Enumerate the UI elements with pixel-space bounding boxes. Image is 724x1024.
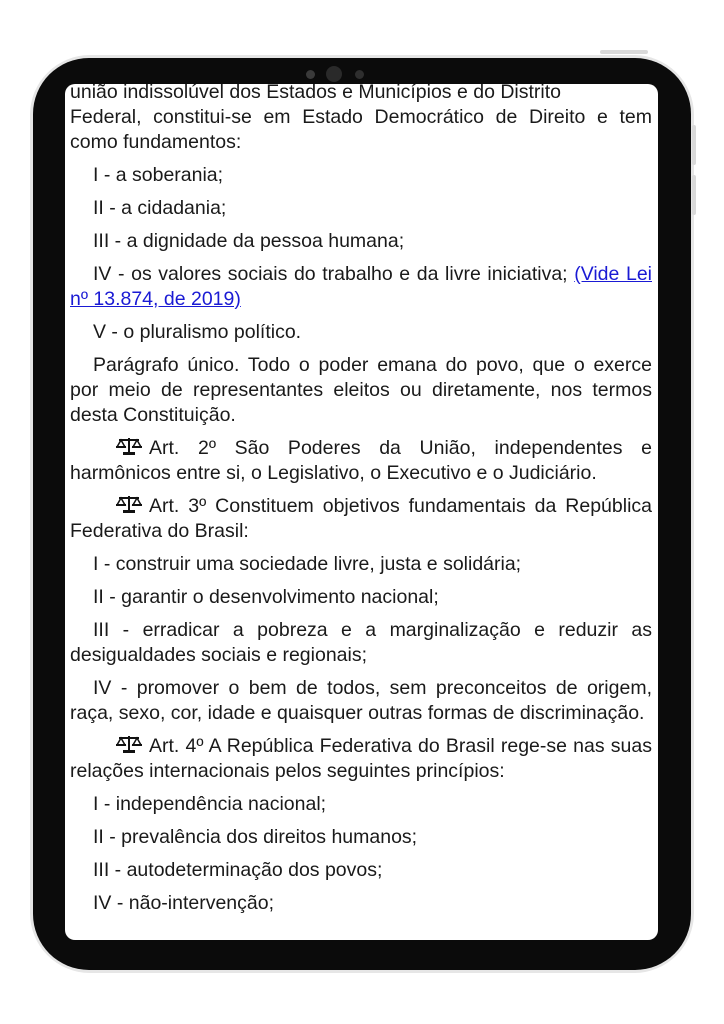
- scale-icon[interactable]: [93, 436, 119, 456]
- paragraph: [70, 320, 652, 345]
- paragraph-text: IV - os valores sociais do trabalho e da livre iniciativa;: [93, 263, 568, 285]
- scale-icon[interactable]: [93, 734, 119, 754]
- paragraph-text: Parágrafo único. Todo o poder emana do povo, que o exerce por meio de representantes eleitos ou diretamente, nos termos desta Constituição.: [70, 354, 652, 426]
- paragraph: [70, 196, 652, 221]
- paragraph: [70, 858, 652, 883]
- paragraph-text: II - prevalência dos direitos humanos;: [93, 826, 418, 848]
- paragraph: [70, 163, 652, 188]
- vide-lei-link[interactable]: (Vide Lei nº 13.874, de 2019): [70, 263, 652, 310]
- sensor-dot: [306, 70, 315, 79]
- paragraph-text: III - erradicar a pobreza e a marginalização e reduzir as desigualdades sociais e regionais;: [70, 619, 652, 666]
- camera-bar: [302, 64, 374, 84]
- paragraph-text: Art. 3º Constituem objetivos fundamentais da República Federativa do Brasil:: [70, 495, 652, 542]
- partial-line: união indissolúvel dos Estados e Municípios e do Distrito: [70, 84, 562, 103]
- article-paragraph: [70, 494, 652, 544]
- paragraph-text: V - o pluralismo político.: [93, 321, 302, 343]
- paragraph-text: Art. 2º São Poderes da União, independentes e harmônicos entre si, o Legislativo, o Executivo e o Judiciário.: [70, 437, 652, 484]
- sensor-dot: [355, 70, 364, 79]
- paragraph-text: II - a cidadania;: [93, 197, 227, 219]
- paragraph: [70, 792, 652, 817]
- paragraph: [70, 229, 652, 254]
- paragraph: [70, 552, 652, 577]
- volume-up-button: [692, 125, 696, 165]
- paragraph: [70, 825, 652, 850]
- scale-icon[interactable]: [93, 494, 119, 514]
- paragraph-text: I - independência nacional;: [93, 793, 327, 815]
- paragraph-text: Federal, constitui-se em Estado Democrático de Direito e tem como fundamentos:: [70, 106, 652, 153]
- volume-down-button: [692, 175, 696, 215]
- screen[interactable]: [65, 84, 658, 940]
- document-content: [70, 84, 652, 924]
- paragraph-text: III - autodeterminação dos povos;: [93, 859, 383, 881]
- paragraph-text: I - construir uma sociedade livre, justa e solidária;: [93, 553, 522, 575]
- top-button: [600, 50, 648, 54]
- paragraph-text: II - garantir o desenvolvimento nacional;: [93, 586, 439, 608]
- paragraph: [70, 585, 652, 610]
- paragraph: [70, 262, 652, 312]
- camera-lens: [326, 66, 342, 82]
- paragraph: [70, 618, 652, 668]
- paragraph: [70, 891, 652, 916]
- paragraph: [70, 105, 652, 155]
- paragraph-text: III - a dignidade da pessoa humana;: [93, 230, 405, 252]
- paragraph: [70, 676, 652, 726]
- article-paragraph: [70, 436, 652, 486]
- paragraph-text: IV - promover o bem de todos, sem preconceitos de origem, raça, sexo, cor, idade e quaisquer outras formas de discriminação.: [70, 677, 652, 724]
- paragraph-text: IV - não-intervenção;: [93, 892, 275, 914]
- article-paragraph: [70, 734, 652, 784]
- paragraph-text: Art. 4º A República Federativa do Brasil rege-se nas suas relações internacionais pelos seguintes princípios:: [70, 735, 652, 782]
- paragraph-text: I - a soberania;: [93, 164, 224, 186]
- paragraph: [70, 353, 652, 428]
